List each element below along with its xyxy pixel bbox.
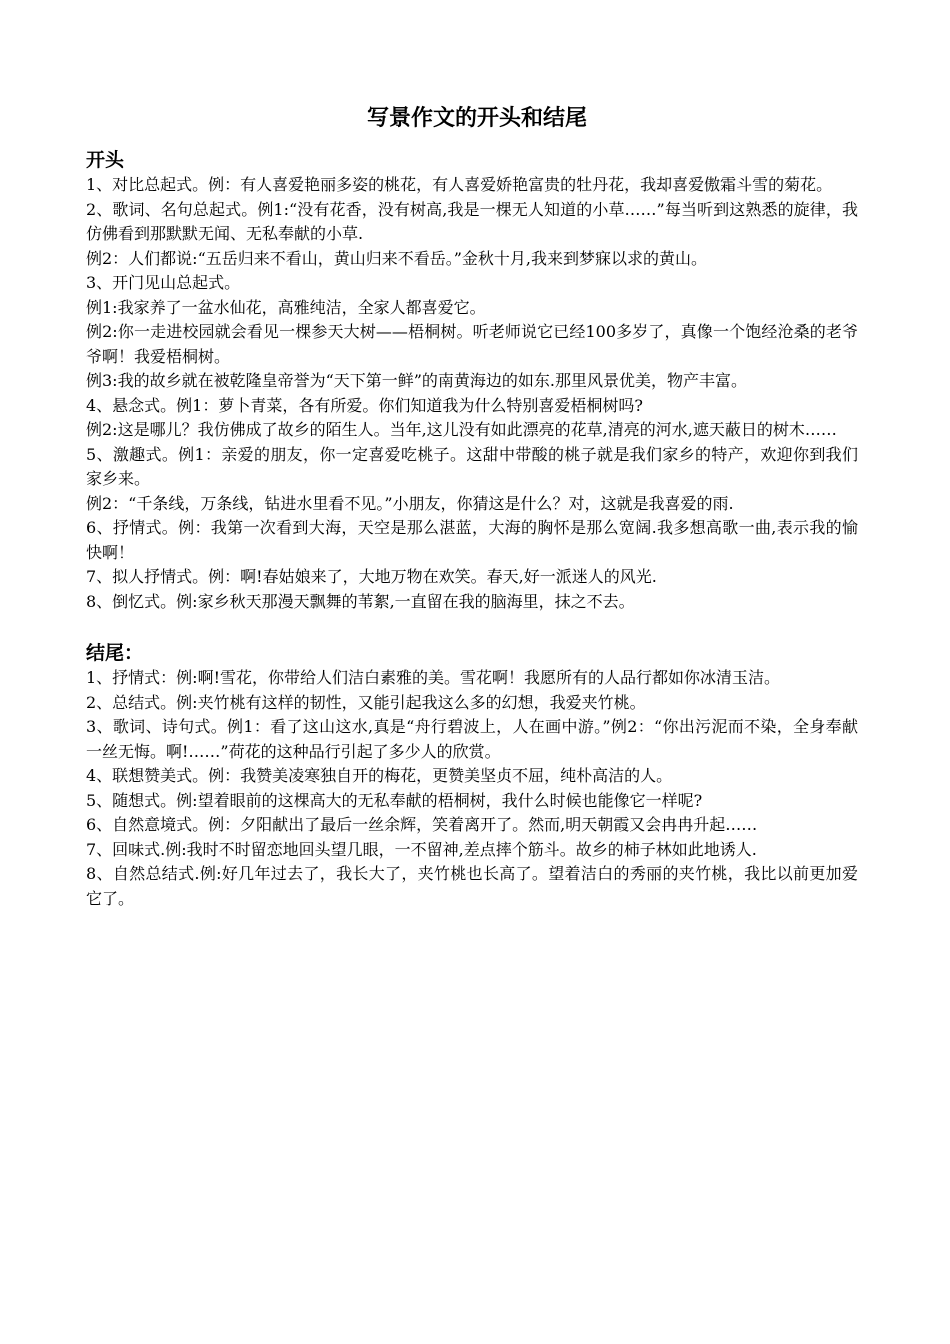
paragraph: 3、歌词、诗句式。例1：看了这山这水,真是“舟行碧波上，人在画中游。”例2：“你出污泥而不染，全身奉献一丝无悔。啊!……”荷花的这种品行引起了多少人的欣赏。: [86, 717, 858, 761]
paragraph: 2、总结式。例:夹竹桃有这样的韧性，又能引起我这么多的幻想，我爱夹竹桃。: [86, 692, 646, 712]
paragraph: 例2：“千条线，万条线，钻进水里看不见。”小朋友，你猜这是什么？对，这就是我喜爱的雨.: [86, 493, 734, 513]
document-page: [86, 103, 858, 911]
section-ending: [86, 640, 858, 911]
paragraph: 6、自然意境式。例：夕阳献出了最后一丝余辉，笑着离开了。然而,明天朝霞又会冉冉升起……: [86, 815, 758, 834]
paragraph: 例3:我的故乡就在被乾隆皇帝誉为“天下第一鲜”的南黄海边的如东.那里风景优美，物产丰富。: [86, 371, 748, 390]
paragraph: 例2:你一走进校园就会看见一棵参天大树——梧桐树。听老师说它已经100多岁了，真像一个饱经沧桑的老爷爷啊！我爱梧桐树。: [86, 322, 858, 366]
paragraph: 4、悬念式。例1：萝卜青菜，各有所爱。你们知道我为什么特别喜爱梧桐树吗?: [86, 395, 643, 415]
paragraph: 7、回味式.例:我时不时留恋地回头望几眼，一不留神,差点摔个筋斗。故乡的柿子林如此地诱人.: [86, 839, 757, 859]
paragraph: 例2:这是哪儿？我仿佛成了故乡的陌生人。当年,这儿没有如此漂亮的花草,清亮的河水,遮天蔽日的树木……: [86, 420, 837, 439]
paragraph: 6、抒情式。例：我第一次看到大海，天空是那么湛蓝，大海的胸怀是那么宽阔.我多想高歌一曲,表示我的愉快啊！: [86, 518, 858, 562]
paragraph: 2、歌词、名句总起式。例1:“没有花香，没有树高,我是一棵无人知道的小草……”每当听到这熟悉的旋律，我仿佛看到那默默无闻、无私奉献的小草.: [86, 199, 858, 243]
section-opening: [86, 147, 858, 614]
paragraph: 1、抒情式：例:啊!雪花，你带给人们洁白素雅的美。雪花啊！我愿所有的人品行都如你冰清玉洁。: [86, 668, 781, 687]
paragraph: 8、自然总结式.例:好几年过去了，我长大了，夹竹桃也长高了。望着洁白的秀丽的夹竹桃，我比以前更加爱它了。: [86, 864, 858, 908]
paragraph: 7、拟人抒情式。例：啊!春姑娘来了，大地万物在欢笑。春天,好一派迷人的风光.: [86, 567, 657, 586]
paragraph: 5、随想式。例:望着眼前的这棵高大的无私奉献的梧桐树，我什么时候也能像它一样呢?: [86, 790, 703, 810]
document-title: 写景作文的开头和结尾: [366, 105, 587, 131]
section-heading-opening: 开头: [86, 149, 125, 171]
paragraph: 5、激趣式。例1：亲爱的朋友，你一定喜爱吃桃子。这甜中带酸的桃子就是我们家乡的特产，欢迎你到我们家乡来。: [86, 444, 858, 488]
paragraph: 例2：人们都说:“五岳归来不看山，黄山归来不看岳。”金秋十月,我来到梦寐以求的黄山。: [86, 248, 708, 268]
paragraph: 3、开门见山总起式。: [86, 273, 241, 292]
paragraph: 例1:我家养了一盆水仙花，高雅纯洁，全家人都喜爱它。: [86, 297, 486, 317]
paragraph: 8、倒忆式。例:家乡秋天那漫天飘舞的苇絮,一直留在我的脑海里，抹之不去。: [86, 591, 635, 611]
paragraph: 4、联想赞美式。例：我赞美凌寒独自开的梅花，更赞美坚贞不屈，纯朴高洁的人。: [86, 766, 673, 785]
section-heading-ending: 结尾：: [86, 642, 144, 664]
paragraph: 1、对比总起式。例：有人喜爱艳丽多姿的桃花，有人喜爱娇艳富贵的牡丹花，我却喜爱傲霜斗雪的菊花。: [86, 175, 833, 194]
